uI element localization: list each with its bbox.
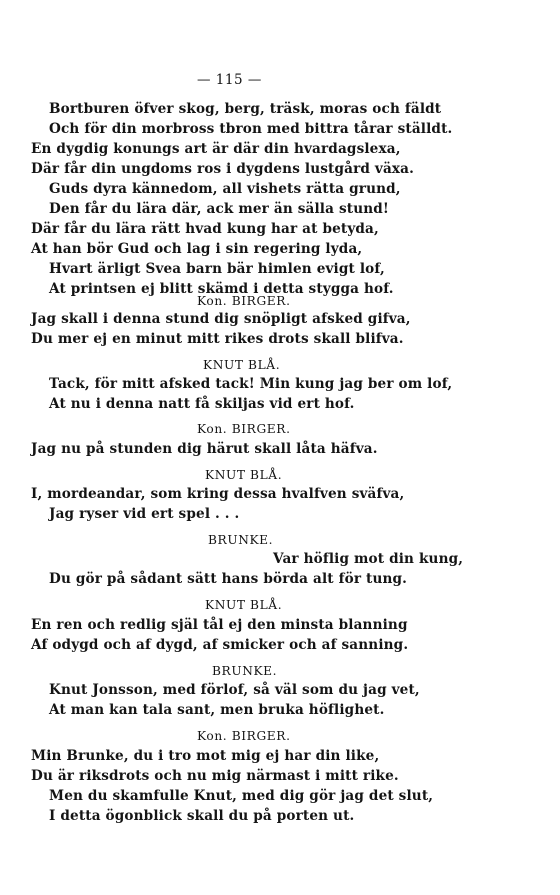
verse-line: At man kan tala sant, men bruka höflighet. xyxy=(49,702,385,718)
speaker-name: KNUT BLÅ. xyxy=(205,468,283,482)
speaker-name: Kon. BIRGER. xyxy=(197,422,291,436)
verse-line: Men du skamfulle Knut, med dig gör jag det slut, xyxy=(49,788,434,804)
speaker-name: BRUNKE. xyxy=(208,533,274,547)
speaker-name: Kon. BIRGER. xyxy=(197,294,291,308)
verse-line: Bortburen öfver skog, berg, träsk, moras och fäldt xyxy=(49,101,442,117)
verse-line: Jag ryser vid ert spel . . . xyxy=(49,506,240,522)
verse-line: Hvart ärligt Svea barn bär himlen evigt lof, xyxy=(49,261,385,277)
speaker-name: KNUT BLÅ. xyxy=(205,598,283,612)
verse-line: Var höflig mot din kung, xyxy=(273,551,464,567)
verse-line: Af odygd och af dygd, af smicker och af sanning. xyxy=(31,637,409,653)
verse-line: Jag skall i denna stund dig snöpligt afsked gifva, xyxy=(31,311,411,327)
verse-line: Min Brunke, du i tro mot mig ej har din like, xyxy=(31,748,380,764)
verse-line: At nu i denna natt få skiljas vid ert hof. xyxy=(49,396,355,412)
speaker-name: KNUT BLÅ. xyxy=(203,358,281,372)
verse-line: Knut Jonsson, med förlof, så väl som du jag vet, xyxy=(49,682,420,698)
verse-line: Och för din morbross tbron med bittra tårar ställdt. xyxy=(49,121,453,137)
verse-line: Där får du lära rätt hvad kung har at betyda, xyxy=(31,221,379,237)
verse-line: I, mordeandar, som kring dessa hvalfven sväfva, xyxy=(31,486,405,502)
verse-line: Du mer ej en minut mitt rikes drots skall blifva. xyxy=(31,331,404,347)
speaker-name: Kon. BIRGER. xyxy=(197,729,291,743)
verse-line: I detta ögonblick skall du på porten ut. xyxy=(49,808,355,824)
verse-line: En ren och redlig själ tål ej den minsta blanning xyxy=(31,617,408,633)
verse-line: En dygdig konungs art är där din hvardagslexa, xyxy=(31,141,401,157)
verse-line: At printsen ej blitt skämd i detta stygga hof. xyxy=(49,281,394,297)
verse-line: Där får din ungdoms ros i dygdens lustgård växa. xyxy=(31,161,415,177)
verse-line: Tack, för mitt afsked tack! Min kung jag ber om lof, xyxy=(49,376,453,392)
verse-line: Guds dyra kännedom, all vishets rätta grund, xyxy=(49,181,401,197)
verse-line: Jag nu på stunden dig härut skall låta häfva. xyxy=(31,441,378,457)
page-number: — 115 — xyxy=(197,72,262,88)
verse-line: Du är riksdrots och nu mig närmast i mitt rike. xyxy=(31,768,399,784)
verse-line: Du gör på sådant sätt hans börda alt för tung. xyxy=(49,571,408,587)
verse-line: Den får du lära där, ack mer än sälla stund! xyxy=(49,201,390,217)
verse-line: At han bör Gud och lag i sin regering lyda, xyxy=(31,241,363,257)
speaker-name: BRUNKE. xyxy=(212,664,278,678)
